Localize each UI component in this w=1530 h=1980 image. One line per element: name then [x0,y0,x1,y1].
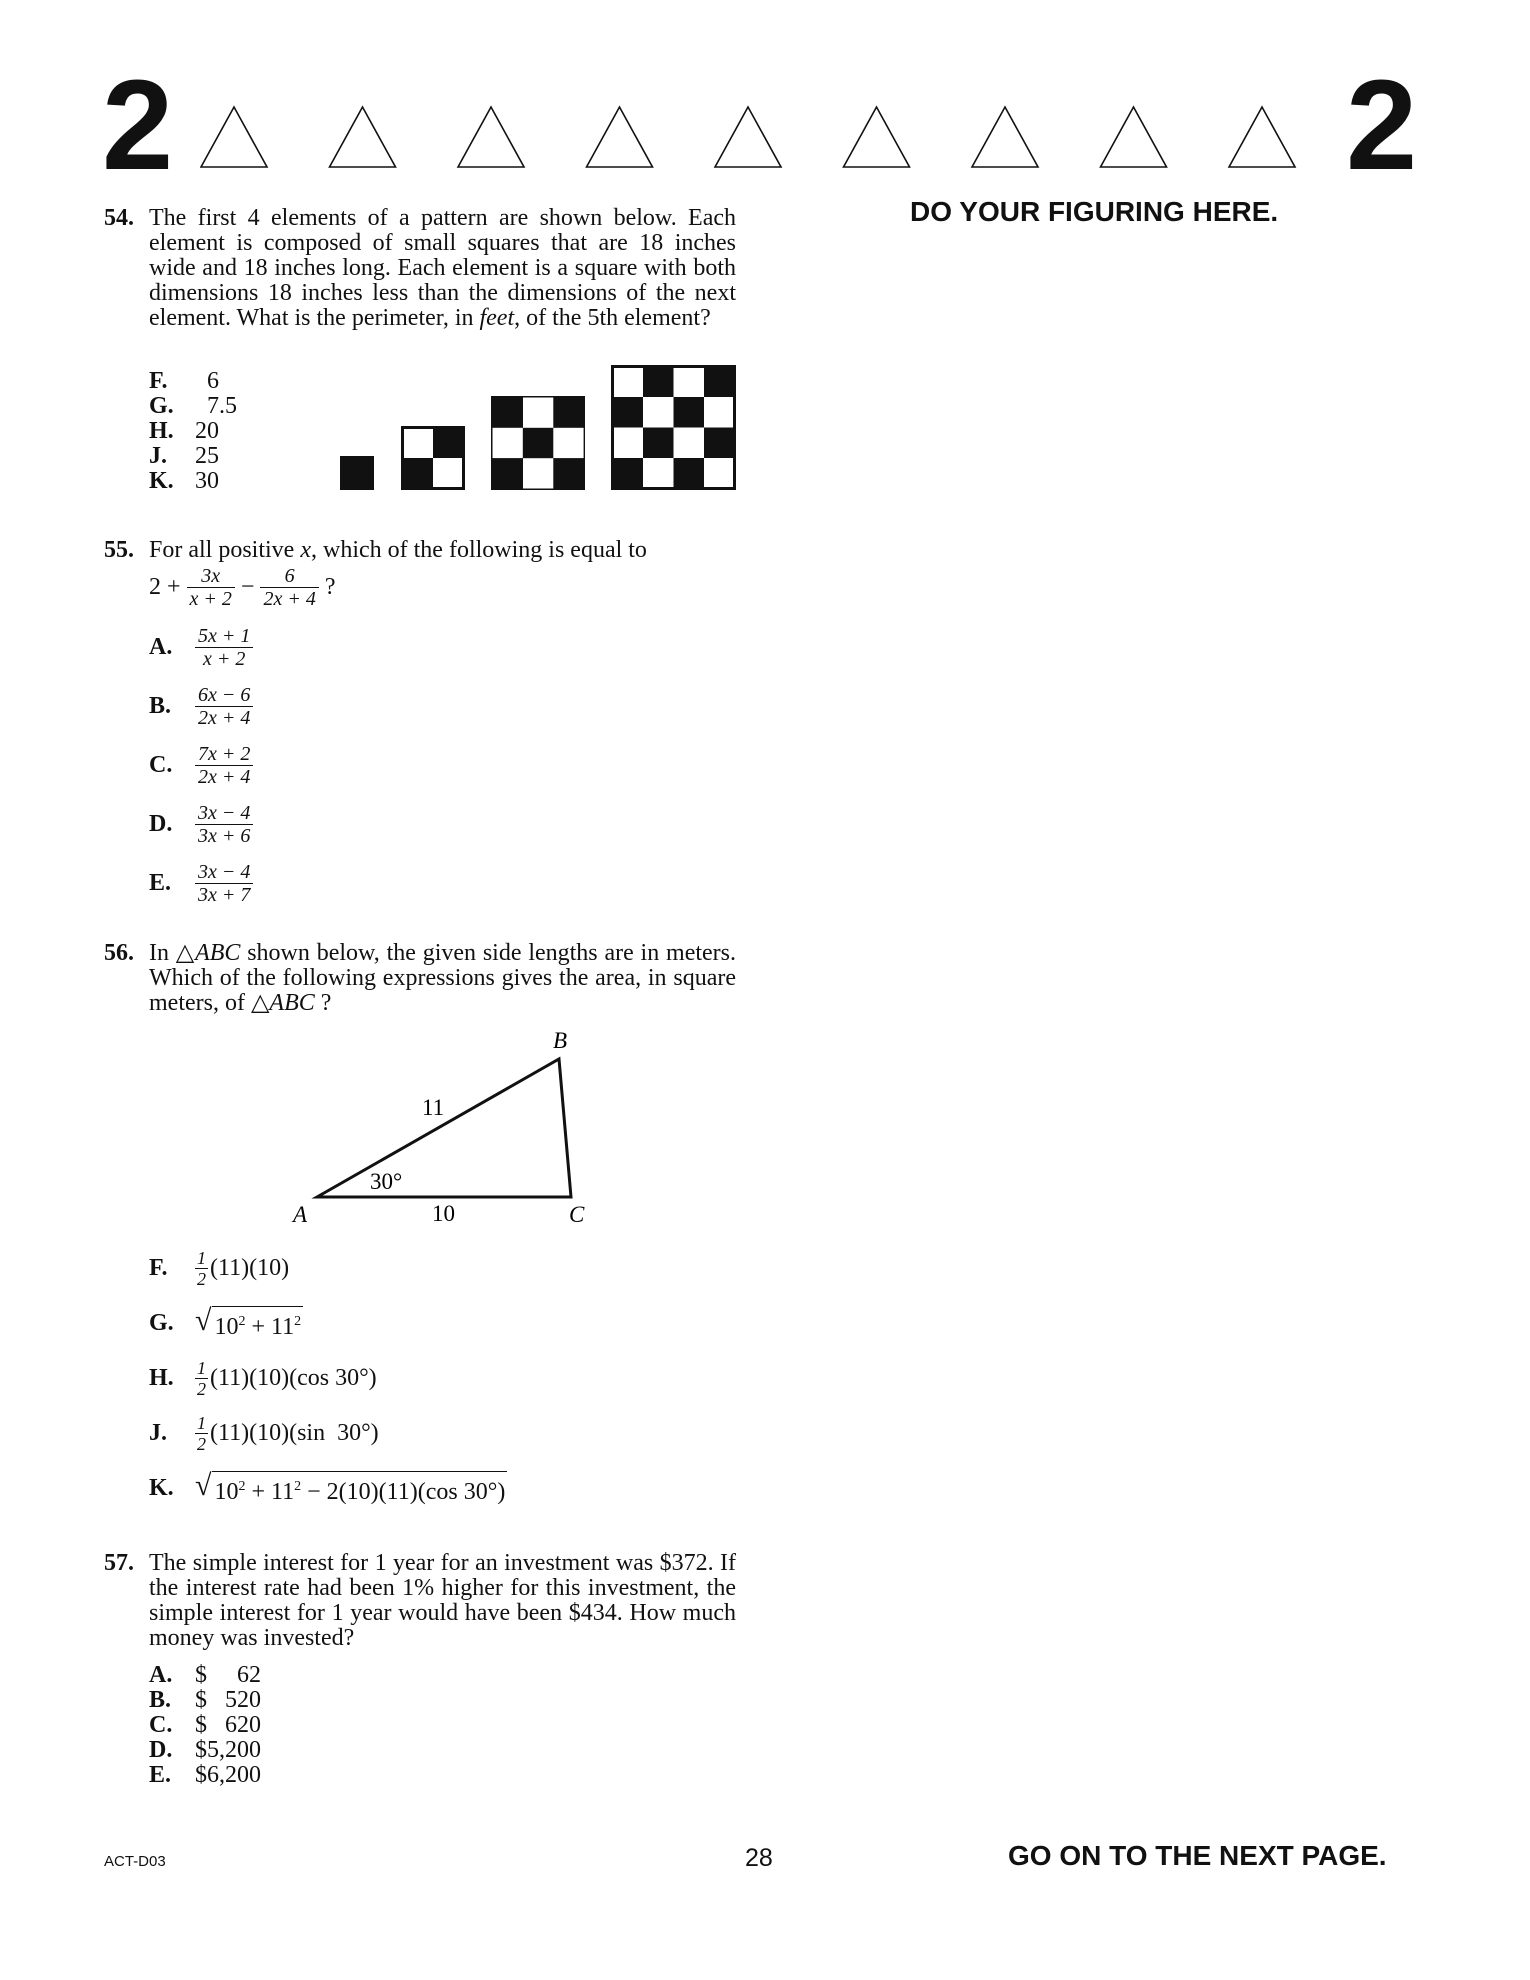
option-k[interactable]: K. 30 [149,468,219,494]
border-triangle-icon [330,107,396,167]
option-c[interactable]: C. $ 620 [149,1712,261,1738]
option-f[interactable]: F. 6 [149,368,219,394]
option-e[interactable]: E. $6,200 [149,1762,261,1788]
figuring-label: DO YOUR FIGURING HERE. [910,196,1279,227]
border-triangle-icon [715,107,781,167]
question-text: The first 4 elements of a pattern are shown below. Each element is composed of small squares that are 18 inches wide and 18 inches long. Each element is a square with both dimensions 18 inches less than the dimensions of the next element. What is the perimeter, in feet, of the 5th element? [149,205,736,331]
option-e[interactable]: E. $\frac{3x - 4}{3x + 7}$ [149,858,253,908]
angle-a-label: 30° [370,1169,403,1194]
option-a[interactable]: A. $\frac{5x + 1}{x + 2}$ [149,622,253,672]
border-triangle-icon [587,107,653,167]
pattern-element-1 [342,458,373,489]
question-number: 55. [104,537,134,563]
vertex-c-label: C [569,1202,585,1225]
border-triangle-icon [458,107,524,167]
question-text: In △ABC shown below, the given side lengths are in meters. Which of the following expressions gives the area, in square meters, of △ABC ? [149,940,736,1016]
side-ac-label: 10 [432,1201,455,1225]
checkerboard-pattern-figure [340,365,740,491]
question-text: The simple interest for 1 year for an investment was $372. If the interest rate had been 1% higher for this investment, the simple interest for 1 year would have been $434. How much money was invested? [149,1550,736,1651]
answer-options [149,1663,261,1788]
option-j[interactable]: J. 25 [149,443,219,469]
triangle-abc-figure [280,1025,610,1225]
pattern-element-2 [403,428,464,489]
triangle-border-row [200,100,1320,180]
pattern-element-4 [613,367,735,489]
section-number-right: 2 [1346,54,1414,197]
expression: 2 + $\frac{3x}{x + 2}$ − $\frac{6}{2x + 4}$ ? [149,565,336,610]
border-triangle-icon [201,107,267,167]
option-a[interactable]: A. $ 62 [149,1662,261,1688]
side-ab-label: 11 [422,1095,445,1120]
option-k[interactable]: K. √ $10^2 + 11^2 - 2(10)(11)(\cos$ 30°) [149,1469,506,1505]
fraction: $\frac{3x}{x + 2}$ [187,565,235,610]
form-code: ACT-D03 [104,1853,166,1870]
vertex-a-label: A [293,1202,308,1225]
question-56 [104,941,736,1016]
option-g[interactable]: G. 7.5 [149,393,237,419]
border-triangle-icon [1229,107,1295,167]
option-h[interactable]: H. 20 [149,418,219,444]
option-f[interactable]: F. $\frac{1}{2}$ (11)(10) [149,1247,290,1289]
option-b[interactable]: B. $ 520 [149,1687,261,1713]
next-page-instruction: GO ON TO THE NEXT PAGE. [1008,1840,1387,1871]
option-d[interactable]: D. $\frac{3x - 4}{3x + 6}$ [149,799,253,849]
fraction: $\frac{6}{2x + 4}$ [260,565,318,610]
page-number: 28 [745,1844,773,1872]
option-j[interactable]: J. $\frac{1}{2}$ (11)(10)(sin 30°) [149,1412,379,1454]
question-text: For all positive x, which of the following is equal to [149,537,647,563]
option-d[interactable]: D. $5,200 [149,1737,261,1763]
border-triangle-icon [972,107,1038,167]
answer-options [149,369,237,494]
border-triangle-icon [1101,107,1167,167]
triangle-abc [317,1059,571,1197]
question-54 [104,205,736,494]
question-number: 57. [104,1550,134,1576]
option-h[interactable]: H. $\frac{1}{2}$ (11)(10)(cos 30°) [149,1357,377,1399]
pattern-element-3 [493,398,584,489]
question-number: 56. [104,940,134,966]
option-b[interactable]: B. $\frac{6x - 6}{2x + 4}$ [149,681,253,731]
section-number-left: 2 [102,54,170,197]
vertex-b-label: B [553,1028,568,1053]
border-triangle-icon [844,107,910,167]
option-g[interactable]: G. √ $10^2 + 11^2$ [149,1304,302,1340]
question-55 [104,538,736,610]
question-57 [104,1550,736,1788]
option-c[interactable]: C. $\frac{7x + 2}{2x + 4}$ [149,740,253,790]
question-number: 54. [104,205,134,231]
